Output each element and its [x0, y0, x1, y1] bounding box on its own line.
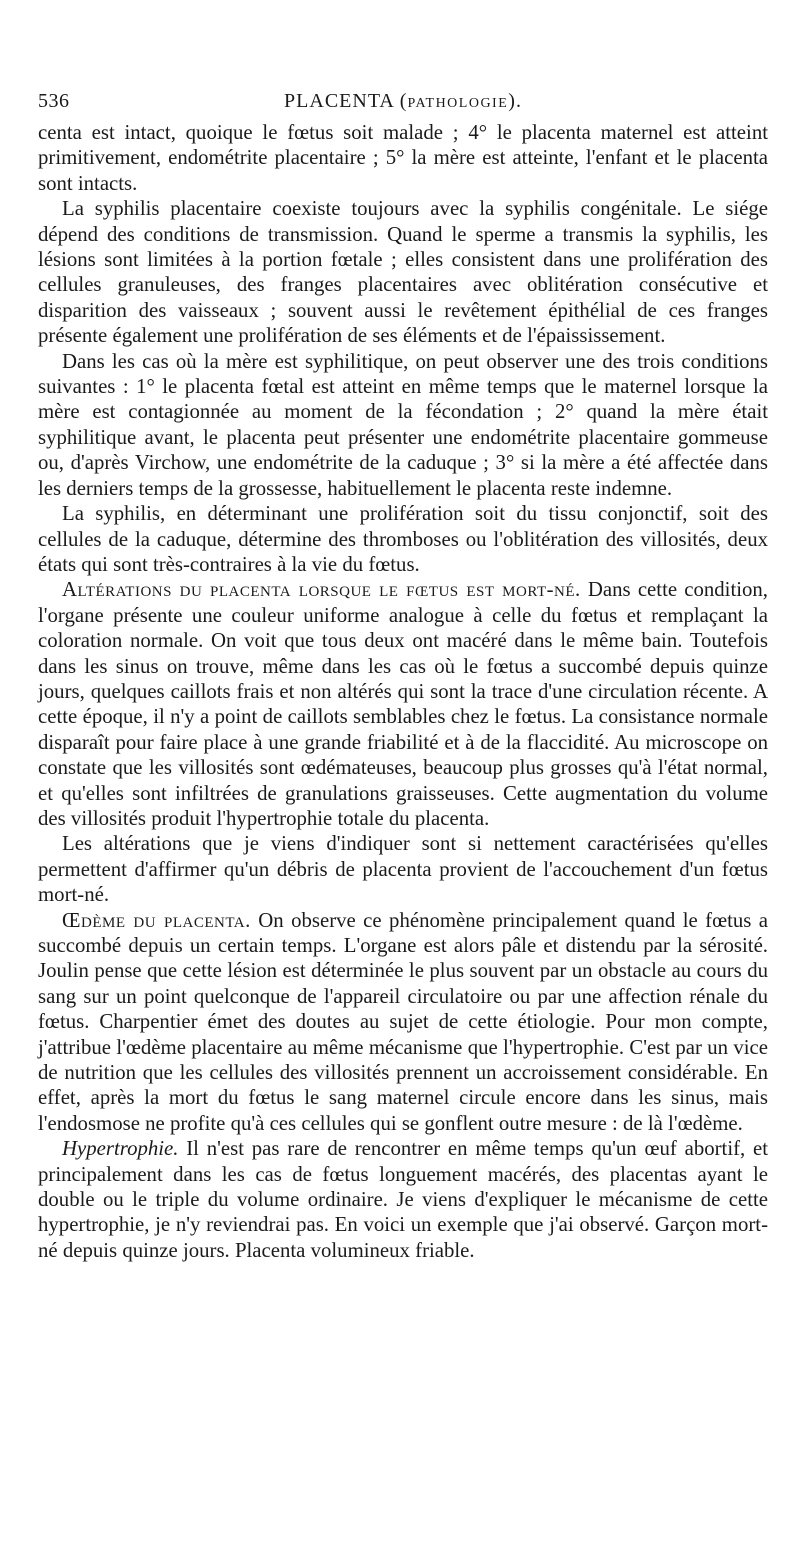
paragraph-foetus-mort-ne — [38, 577, 768, 831]
page-number: 536 — [38, 90, 70, 112]
running-title-main: PLACENTA — [284, 90, 394, 112]
paragraph-hypertrophie — [38, 1136, 768, 1263]
section-heading-hypertrophie: Hypertrophie. — [62, 1137, 179, 1161]
paragraph-body: On observe ce phénomène principalement quand le fœtus a succombé depuis un certain temps. L'organe est alors pâle et distendu par la sérosité. Joulin pense que cette lésion est déterminée le plus souvent par un obstacle au cours du sang sur un point quelconque de l'appareil circulatoire ou par une affection rénale du fœtus. Charpentier émet des doutes au sujet de cette étiologie. Pour mon compte, j'attribue l'œdème placentaire au même mécanisme que l'hypertrophie. C'est par un vice de nutrition que les cellules des villosités prennent un accroissement considérable. En effet, après la mort du fœtus le sang maternel circule encore dans les sinus, mais l'endosmose ne profite qu'à ces cellules qui se gonflent outre mesure : de là l'œdème. — [38, 908, 769, 1135]
section-heading-alterations: Altérations du placenta lorsque le fœtus est mort-né. — [62, 578, 581, 602]
running-title-close: ). — [508, 90, 522, 112]
paragraph-syphilis-placentaire: La syphilis placentaire coexiste toujours avec la syphilis congénitale. Le siége dépend des conditions de transmission. Quand le sperme a transmis la syphilis, les lésions sont limitées à la portion fœtale ; elles consistent dans une prolifération des cellules granuleuses, des franges placentaires avec oblitération consécutive et disparition des vaisseaux ; souvent aussi le revêtement épithélial de ces franges présente également une prolifération de ses éléments et de l'épaississement. — [38, 197, 768, 348]
paragraph-mere-syphilitique: Dans les cas où la mère est syphilitique, on peut observer une des trois conditions suivantes : 1° le placenta fœtal est atteint en même temps que le maternel lorsque la mère est contagionnée au moment de la fécondation ; 2° quand la mère était syphilitique avant, le placenta peut présenter une endométrite placentaire gommeuse ou, d'après Virchow, une endométrite de la caduque ; 3° si la mère a été affectée dans les derniers temps de la grossesse, habituellement le placenta reste indemne. — [38, 349, 768, 500]
paragraph-body: Dans cette condition, l'organe présente une couleur uniforme analogue à celle du fœtus et remplaçant la coloration normale. On voit que tous deux ont macéré dans le même bain. Toutefois dans les sinus on trouve, même dans les cas où le fœtus a succombé depuis quinze jours, quelques caillots frais et non altérés qui sont la trace d'une circulation récente. A cette époque, il n'y a point de caillots semblables chez le fœtus. La consistance normale disparaît pour faire place à une grande friabilité et à de la flaccidité. Au microscope on constate que les villosités sont œdémateuses, beaucoup plus grosses qu'à l'état normal, et qu'elles sont infiltrées de granulations graisseuses. Cette augmentation du volume des villosités produit l'hypertrophie totale du placenta. — [38, 578, 769, 830]
paragraph-body: Il n'est pas rare de rencontrer en même temps qu'un œuf abortif, et principalement dans les cas de fœtus longuement macérés, des placentas ayant le double ou le triple du volume ordinaire. Je viens d'expliquer le mécanisme de cette hypertrophie, je n'y reviendrai pas. En voici un exemple que j'ai observé. Garçon mort-né depuis quinze jours. Placenta volumineux friable. — [38, 1137, 768, 1262]
running-title-sub: PATHOLOGIE — [407, 96, 509, 111]
section-heading-oedeme: Œdème du placenta. — [62, 908, 251, 932]
paragraph-alterations-conclusion: Les altérations que je viens d'indiquer sont si nettement caractérisées qu'elles permettent d'affirmer qu'un débris de placenta provient de l'accouchement d'un fœtus mort-né. — [38, 832, 768, 907]
book-page — [38, 86, 768, 1263]
running-title-open: ( — [393, 90, 408, 112]
paragraph-syphilis-proliferation: La syphilis, en déterminant une prolifération soit du tissu conjonctif, soit des cellules de la caduque, détermine des thromboses ou l'oblitération des villosités, deux états qui sont très-contraires à la vie du fœtus. — [38, 502, 768, 576]
page-header — [38, 86, 768, 120]
paragraph-continuation: centa est intact, quoique le fœtus soit malade ; 4° le placenta maternel est atteint primitivement, endométrite placentaire ; 5° la mère est atteinte, l'enfant et le placenta sont intacts. — [38, 121, 768, 195]
paragraph-oedeme — [38, 908, 768, 1137]
running-title — [38, 90, 768, 113]
